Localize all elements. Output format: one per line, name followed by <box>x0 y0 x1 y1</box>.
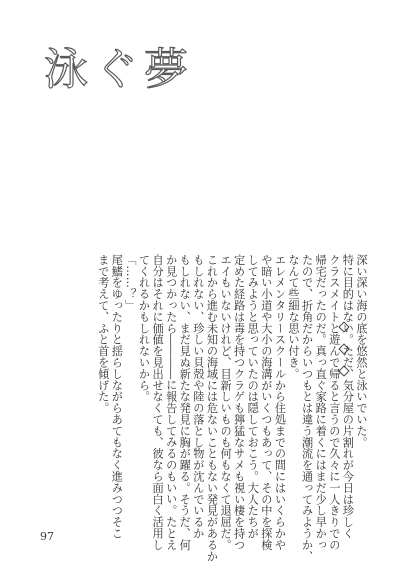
text-line: これから進む未知の海域には危ないこともない発見があるか <box>205 254 219 562</box>
text-line: もしれない、まだ見ぬ新たな発見に胸が躍る。そうだ、何 <box>178 254 192 551</box>
text-line: エレメンタリースクールから住処までの間にはいくらかや <box>273 254 287 551</box>
text-line: まで考えて、ふと首を傾げた。 <box>96 254 110 414</box>
text-line: 特に目的はない。ただ、気分屋の片割れが今日は珍しく <box>341 254 355 539</box>
text-line: 定めた経路は毒を持つクラゲも獰猛なサメも視い棲を持つ <box>232 254 246 551</box>
body-text <box>96 254 368 562</box>
text-line: 「……？」 <box>123 254 137 311</box>
text-line: 深い深い海の底を悠然と泳いでいた。 <box>355 254 368 448</box>
text-line: か見つかったら――――に報告してみるのもいい。たとえ <box>164 254 178 551</box>
text-line: クラスメイトと遊んで帰ると言うので久々に一人きりでの <box>327 254 341 551</box>
text-line: たので、折角だからいつもとは違う潮流を通ってみようか、 <box>300 254 314 562</box>
text-line: してみようと思っていたのは隠しておこう。大人たちが <box>246 254 260 539</box>
text-line: もしれない、珍しい貝殻や陸の落とし物が沈んでいるか <box>191 254 205 539</box>
page-number: 97 <box>40 530 54 543</box>
text-line: てくれるかもしれないから。 <box>137 254 151 403</box>
chapter-title: 泳ぐ夢 <box>44 44 194 95</box>
text-line: なんて些細な思い付き。 <box>287 254 301 380</box>
text-line: エイもいないけれど、目新しいものも何もなくて退屈だ。 <box>219 254 233 551</box>
text-line: 帰宅だったのだ。真っ直ぐ家路に着くにはまだ少し早かっ <box>314 254 328 551</box>
text-line: 自分はそれに価値を見出せなくても、彼なら面白く活用し <box>151 254 165 551</box>
text-line: 尾鰭をゆったりと揺らしながらあてもなく進みつつそこ <box>110 254 124 539</box>
text-line: や暗い小道や大小の海溝がいくつもあって、その中を探検 <box>259 254 273 551</box>
